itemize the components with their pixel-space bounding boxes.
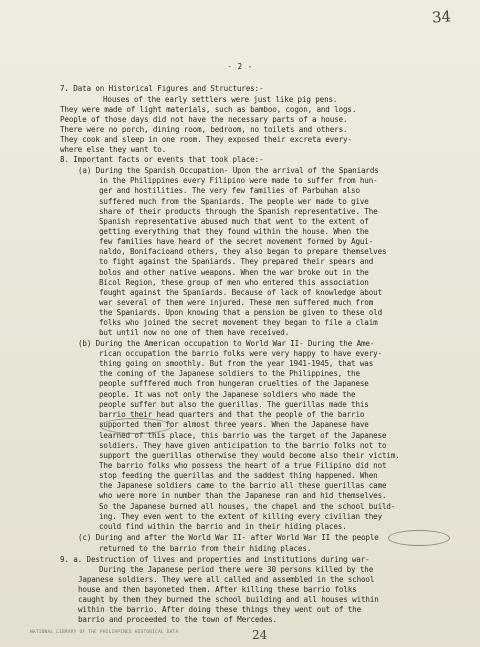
text-line: in the Philippines every Filipino were made to suffer from hun- [99,176,378,185]
text-line: caught by them they burned the school building and all houses within [78,595,379,604]
text-line: There were no porch, dining room, bedroom, no toilets and others. [60,125,348,134]
text-line: 9. a. Destruction of lives and properties and institutions during war- [60,555,370,564]
text-line: but until now no one of them have received. [99,328,290,337]
text-line: Bicol Region, these group of men who entered this association [99,278,369,287]
text-line: support the guerillas otherwise they would become also their victim. [99,451,400,460]
text-line: soldiers. They have given anticipation to the barrio folks not to [99,441,387,450]
text-line: 7. Data on Historical Figures and Structures:- [60,84,264,93]
text-line: They cook and sleep in one room. They exposed their excreta every- [60,135,352,144]
text-line: suffered much from the Spaniards. The people wer made to give [99,197,369,206]
footer-stamp: NATIONAL LIBRARY OF THE PHILIPPINES HISTORICAL DATA [30,630,179,635]
text-line: thing going on smoothly. But from the year 1941-1945, that was [99,359,374,368]
text-line: people sufffered much from hungeran cruelties of the Japanese [99,379,369,388]
text-line: barrio and proceeded to the town of Mercedes. [78,615,277,624]
text-line: folks who joined the secret movement they began to file a claim [99,318,378,327]
page-number: - 2 - [227,62,253,71]
text-line: could find within the barrio and in their hiding places. [99,522,347,531]
text-line: to fight against the Spaniards. They prepared their spears and [99,257,374,266]
text-line: (a) During the Spanish Occupation- Upon the arrival of the Spaniards [78,166,379,175]
text-line: Houses of the early settlers were just like pig pens. [103,95,338,104]
pencil-circle-mark [388,530,450,546]
handwritten-bottom-number: 24 [252,628,268,642]
handwritten-page-number: 34 [431,7,452,27]
text-line: learned of this place, this barrio was the target of the Japanese [99,431,387,440]
text-line: ger and hostilities. The very few families of Parbuhan also [99,186,360,195]
text-line: rican occupation the barrio folks were very happy to have every- [99,349,382,358]
text-line: naldo, Bonifacioand others, they also began to prepare themselves [99,247,387,256]
text-line: where else they want to. [60,145,167,154]
text-line: people. It was not only the Japanese soldiers who made the [99,390,356,399]
text-line: getting everything that they found within the house. When the [99,227,369,236]
text-line: Spanish representative abused much that went to the extent of [99,217,369,226]
text-line: People of those days did not have the necessary parts of a house. [60,115,348,124]
text-line: people suffer but also the guerillas. The guerillas made this [99,400,369,409]
text-line: During the Japanese period there were 30 persons killed by the [99,565,374,574]
text-line: bolos and other native weapons. When the war broke out in the [99,268,369,277]
text-line: share of their products through the Spanish representative. The [99,207,378,216]
pencil-circle-mark [100,418,172,434]
text-line: ing. They even went to the extent of killing every civilian they [99,512,382,521]
text-line: So the Japanese burned all houses, the chapel and the school build- [99,502,396,511]
text-line: The barrio folks who possess the heart of a true Filipino did not [99,461,387,470]
text-line: 8. Important facts or events that took place:- [60,155,264,164]
text-line: war several of them were injured. These men suffered much from [99,298,374,307]
text-line: house and then bayoneted them. After killing these barrio folks [78,585,357,594]
text-line: within the barrio. After doing these things they went out of the [78,605,361,614]
text-line: the Japanese soldiers came to the barrio all these guerillas came [99,481,387,490]
text-line: few families have heard of the secret movement formed by Agui- [99,237,374,246]
text-line: (c) During and after the World War II- after World War II the people [78,533,379,542]
text-line: They were made of light materials, such as bamboo, cogon, and logs. [60,105,357,114]
text-line: fought against the Spaniards. Because of lack of knowledge about [99,288,382,297]
text-line: stop feeding the guerillas and the saddest thing happened. When [99,471,378,480]
text-line: supported them for almost three years. When the Japanese have [99,420,369,429]
text-line: returned to the barrio from their hiding places. [99,544,312,553]
text-line: Japanese soldiers. They were all called and assembled in the school [78,575,375,584]
text-line: the Spaniards. Upon knowing that a pension be given to these old [99,308,382,317]
text-line: barrio their head quarters and that the people of the barrio [99,410,365,419]
text-line: who were more in number than the Japanese ran and hid themselves. [99,491,387,500]
text-line: (b) During the American occupation to World War II- During the Ame- [78,339,375,348]
text-line: the coming of the Japanese soldiers to the Philippines, the [99,369,360,378]
